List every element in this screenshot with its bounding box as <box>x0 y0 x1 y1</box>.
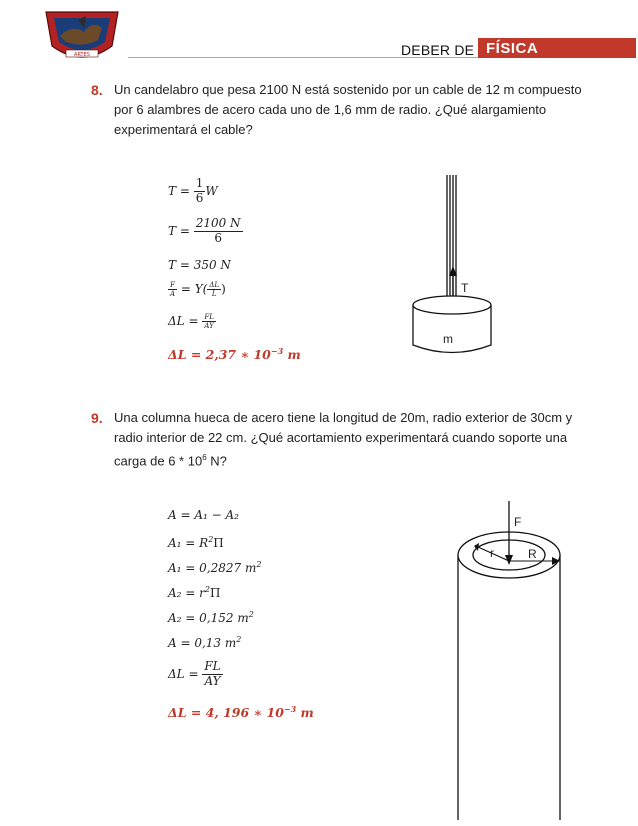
q9-number: 9. <box>91 410 103 426</box>
q8-number: 8. <box>91 82 103 98</box>
q8-result: ΔL = 2,37 ∗ $10^{-3}$ m <box>168 346 301 363</box>
q9-line-1: Una columna hueca de acero tiene la longitud de 20m, radio exterior de 30cm y <box>114 410 573 425</box>
q9-eq6: A = 0,13 $m^2$ <box>168 635 242 650</box>
q8-eq5: ΔL = $\frac{FL}{AY}$ <box>168 313 214 331</box>
q8-eq3: T = 350 N <box>168 258 231 272</box>
subject-badge: FÍSICA <box>478 38 636 58</box>
school-logo <box>40 6 124 68</box>
q8-eq4: $\frac{F}{A}$ = Y( $\frac{\Delta L}{L}$ ) <box>170 281 226 299</box>
force-label: F <box>514 515 522 529</box>
candelabra-diagram <box>405 170 505 360</box>
q8-eq2: T = $\frac{2100 N}{6}$ <box>168 216 241 245</box>
q9-eq3: A₁ = 0,2827 $m^2$ <box>168 560 262 575</box>
q8-line-1: Un candelabro que pesa 2100 N está sostenido por un cable de 12 m compuesto <box>114 82 582 97</box>
q8-line-3: experimentará el cable? <box>114 122 253 137</box>
header-title: DEBER DE <box>401 42 475 58</box>
q9-line-2: radio interior de 22 cm. ¿Qué acortamiento experimentará cuando soporte una <box>114 430 568 445</box>
mass-label: m <box>443 332 453 346</box>
q9-line-3: carga de $6 * 10^6$ N? <box>114 453 227 469</box>
q9-eq4: $A_2 = r^2\Pi$ <box>168 585 221 600</box>
inner-radius-label: r <box>490 546 494 560</box>
hollow-column-diagram <box>450 495 570 825</box>
q9-result: ΔL = 4, 196 ∗ $10^{-3}$ m <box>168 704 314 721</box>
logo-text: ARTES <box>74 52 90 58</box>
q9-text <box>114 408 572 471</box>
q9-eq1: A = A₁ − A₂ <box>168 508 239 522</box>
q8-text <box>114 80 582 140</box>
q8-eq1: T = $\frac{1}{6}$ W <box>168 176 218 205</box>
q9-eq2: $A_1 = R^2\Pi$ <box>168 535 224 550</box>
outer-radius-label: R <box>528 547 537 561</box>
mass-cylinder-top <box>413 296 491 314</box>
tension-label: T <box>461 281 469 295</box>
q9-eq7: ΔL = $\frac{FL}{AY}$ <box>168 659 221 688</box>
q8-line-2: por 6 alambres de acero cada uno de 1,6 mm de radio. ¿Qué alargamiento <box>114 102 547 117</box>
q9-eq5: A₂ = 0,152 $m^2$ <box>168 610 254 625</box>
